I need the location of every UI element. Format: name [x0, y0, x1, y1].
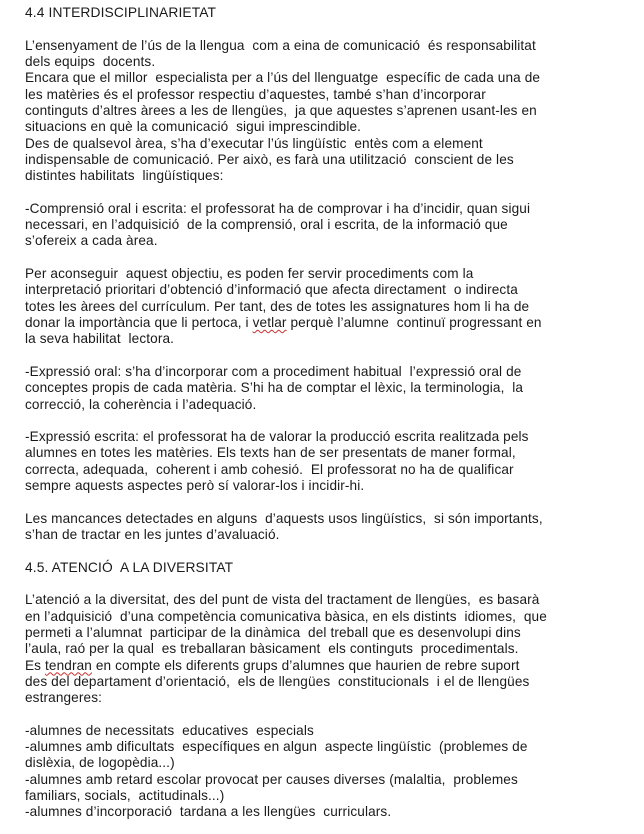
blank-line [25, 21, 636, 37]
misspelled-word: vetlar [252, 314, 287, 330]
text-line [25, 658, 636, 674]
text-line: -Comprensió oral i escrita: el professorat ha de comprovar i ha d’incidir, quan sigui [25, 200, 531, 216]
text-line: l’aula, raó per la qual es treballaran bàsicament els continguts procedimentals. [25, 641, 519, 657]
text-segment: perquè l’alumne continuï progressant en [286, 314, 542, 330]
blank-line [25, 576, 636, 592]
blank-line [25, 543, 636, 559]
text-line: -alumnes amb dificultats específiques en algun aspecte lingüístic (problemes de [25, 739, 528, 755]
blank-line [25, 706, 636, 722]
text-line: -alumnes de necessitats educatives especials [25, 722, 314, 738]
text-line: conceptes propis de cada matèria. S’hi ha de comptar el lèxic, la terminologia, la [25, 380, 524, 396]
text-line: estrangeres: [25, 690, 103, 706]
text-line: distintes habilitats lingüístiques: [25, 168, 224, 184]
text-line: necessari, en l’adquisició de la comprensió, oral i escrita, de la informació que [25, 217, 508, 233]
text-line: interpretació prioritari d’obtenció d’informació que afecta directament o indirecta [25, 282, 518, 298]
text-line: -alumnes d’incorporació tardana a les llengües curriculars. [25, 804, 392, 820]
section-heading: 4.4 INTERDISCIPLINARIETAT [25, 5, 217, 20]
text-line: -Expressió escrita: el professorat ha de valorar la producció escrita realitzada pels [25, 429, 529, 445]
text-line: -alumnes amb retard escolar provocat per causes diverses (malaltia, problemes [25, 771, 518, 787]
text-line: sempre aquests aspectes però sí valorar-los i incidir-hi. [25, 478, 365, 494]
text-line: correcta, adequada, coherent i amb cohesió. El professorat no ha de qualificar [25, 461, 514, 477]
text-line: Des de qualsevol àrea, s’ha d’executar l’ús lingüístic entès com a element [25, 135, 483, 151]
text-line: permeti a l’alumnat participar de la dinàmica del treball que es desenvolupi dins [25, 624, 521, 640]
text-line: dislèxia, de logopèdia...) [25, 755, 175, 771]
text-line: Encara que el millor especialista per a l’ús del llenguatge específic de cada una de [25, 70, 541, 86]
text-line: la seva habilitat lectora. [25, 331, 175, 347]
misspelled-word: tendran [45, 657, 92, 673]
text-line: alumnes en totes les matèries. Els texts han de ser presentats de maner formal, [25, 445, 516, 461]
text-line: en l’adquisició d’una competència comunicativa bàsica, en els distints idiomes, que [25, 608, 547, 624]
text-line: correcció, la coherència i l’adequació. [25, 396, 257, 412]
text-segment: donar la importància que li pertoca, i [25, 314, 253, 330]
blank-line [25, 184, 636, 200]
text-line: les matèries és el professor respectiu d’aquestes, també s’han d’incorporar [25, 86, 486, 102]
text-line: continguts d’altres àrees a les de llengües, ja que aquestes s’aprenen usant-les en [25, 102, 537, 118]
text-line: indispensable de comunicació. Per això, es farà una utilització conscient de les [25, 151, 514, 167]
text-segment: en compte els diferents grups d’alumnes que haurien de rebre suport [91, 657, 520, 673]
text-line: dels equips docents. [25, 53, 156, 69]
blank-line [25, 250, 636, 266]
text-line: familiars, socials, actitudinals...) [25, 788, 225, 803]
text-line: s’ofereix a cada àrea. [25, 233, 158, 249]
text-segment: Es [25, 657, 46, 673]
text-line: Per aconseguir aquest objectiu, es poden fer servir procediments com la [25, 266, 474, 281]
text-line: totes les àrees del currículum. Per tant, des de totes les assignatures hom li ha de [25, 298, 530, 314]
document-body [25, 5, 636, 821]
blank-line [25, 348, 636, 364]
text-line: L’ensenyament de l’ús de la llengua com a eina de comunicació és responsabilitat [25, 37, 536, 53]
text-line: Les mancances detectades en alguns d’aquests usos lingüístics, si són importants, [25, 510, 543, 526]
text-line: des del departament d’orientació, els de llengües constitucionals i el de llengües [25, 673, 530, 689]
text-line: -Expressió oral: s’ha d’incorporar com a procediment habitual l’expressió oral de [25, 363, 522, 379]
text-line: s’han de tractar en les juntes d’avaluació. [25, 527, 280, 542]
section-heading: 4.5. ATENCIÓ A LA DIVERSITAT [25, 559, 234, 575]
text-line [25, 315, 636, 331]
text-line: L’atenció a la diversitat, des del punt de vista del tractament de llengües, es basarà [25, 592, 540, 608]
text-line: situacions en què la comunicació sigui imprescindible. [25, 119, 362, 135]
blank-line [25, 494, 636, 510]
blank-line [25, 413, 636, 429]
